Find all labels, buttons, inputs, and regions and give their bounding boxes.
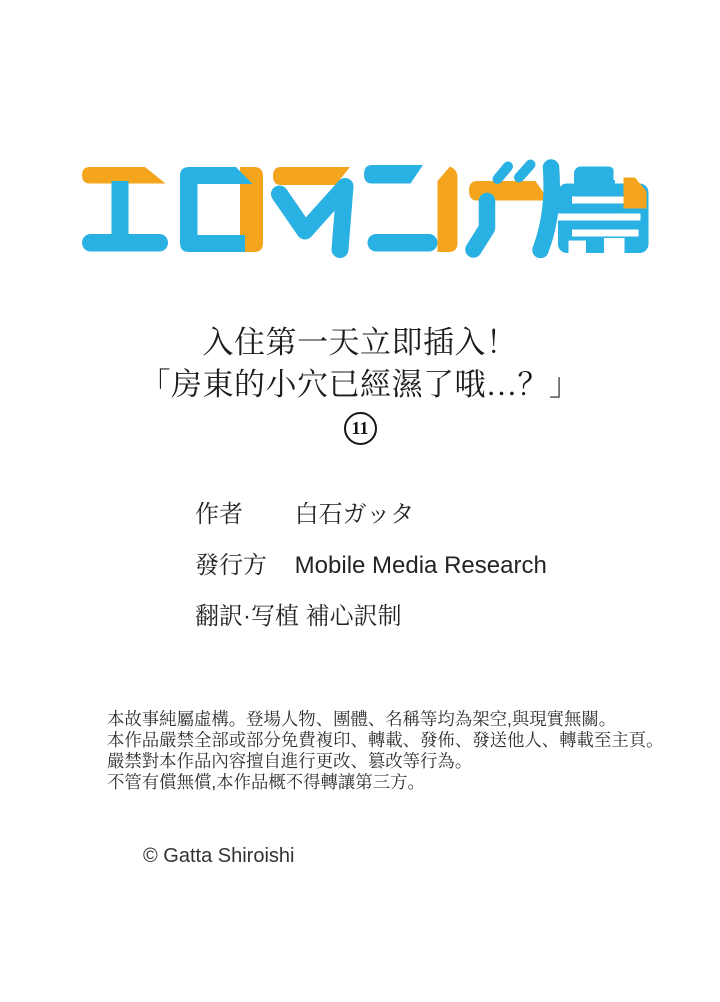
credit-label: 發行方 bbox=[195, 552, 267, 579]
credit-row-publisher bbox=[195, 553, 547, 578]
logo-glyph-shima bbox=[558, 167, 649, 254]
volume-number: 11 bbox=[351, 418, 369, 438]
credit-value: 白石ガッタ bbox=[294, 501, 415, 528]
disclaimer-text bbox=[107, 709, 664, 793]
logo-glyph-ga bbox=[469, 165, 552, 251]
credit-label: 作者 bbox=[195, 501, 243, 528]
logo-glyph-e bbox=[82, 167, 168, 252]
credit-label: 翻訳·写植 bbox=[195, 603, 299, 630]
logo-glyph-ro bbox=[180, 167, 263, 252]
credit-value: Mobile Media Research bbox=[294, 552, 547, 579]
disclaimer-line: 嚴禁對本作品內容擅自進行更改、篡改等行為。 bbox=[107, 751, 473, 771]
credit-value: 補心訳制 bbox=[305, 603, 402, 630]
disclaimer-line: 不管有償無償,本作品概不得轉讓第三方。 bbox=[107, 772, 425, 792]
credits-list bbox=[195, 502, 547, 655]
eromanga-jima-logo bbox=[78, 158, 650, 258]
volume-badge bbox=[344, 412, 377, 445]
credit-row-translation bbox=[195, 604, 547, 629]
title-block bbox=[0, 322, 720, 445]
credit-row-author bbox=[195, 502, 547, 527]
logo-glyph-n bbox=[364, 165, 458, 252]
logo-glyph-ma bbox=[273, 167, 350, 250]
title-line-1: 入住第一天立即插入！ bbox=[202, 325, 518, 360]
disclaimer-line: 本故事純屬虛構。登場人物、團體、名稱等均為架空,與現實無關。 bbox=[107, 709, 617, 729]
title-line-2: 「房東的小穴已經濕了哦…？」 bbox=[139, 367, 581, 402]
disclaimer-line: 本作品嚴禁全部或部分免費複印、轉載、發佈、發送他人、轉載至主頁。 bbox=[107, 730, 664, 750]
copyright-line: © Gatta Shiroishi bbox=[143, 845, 295, 867]
